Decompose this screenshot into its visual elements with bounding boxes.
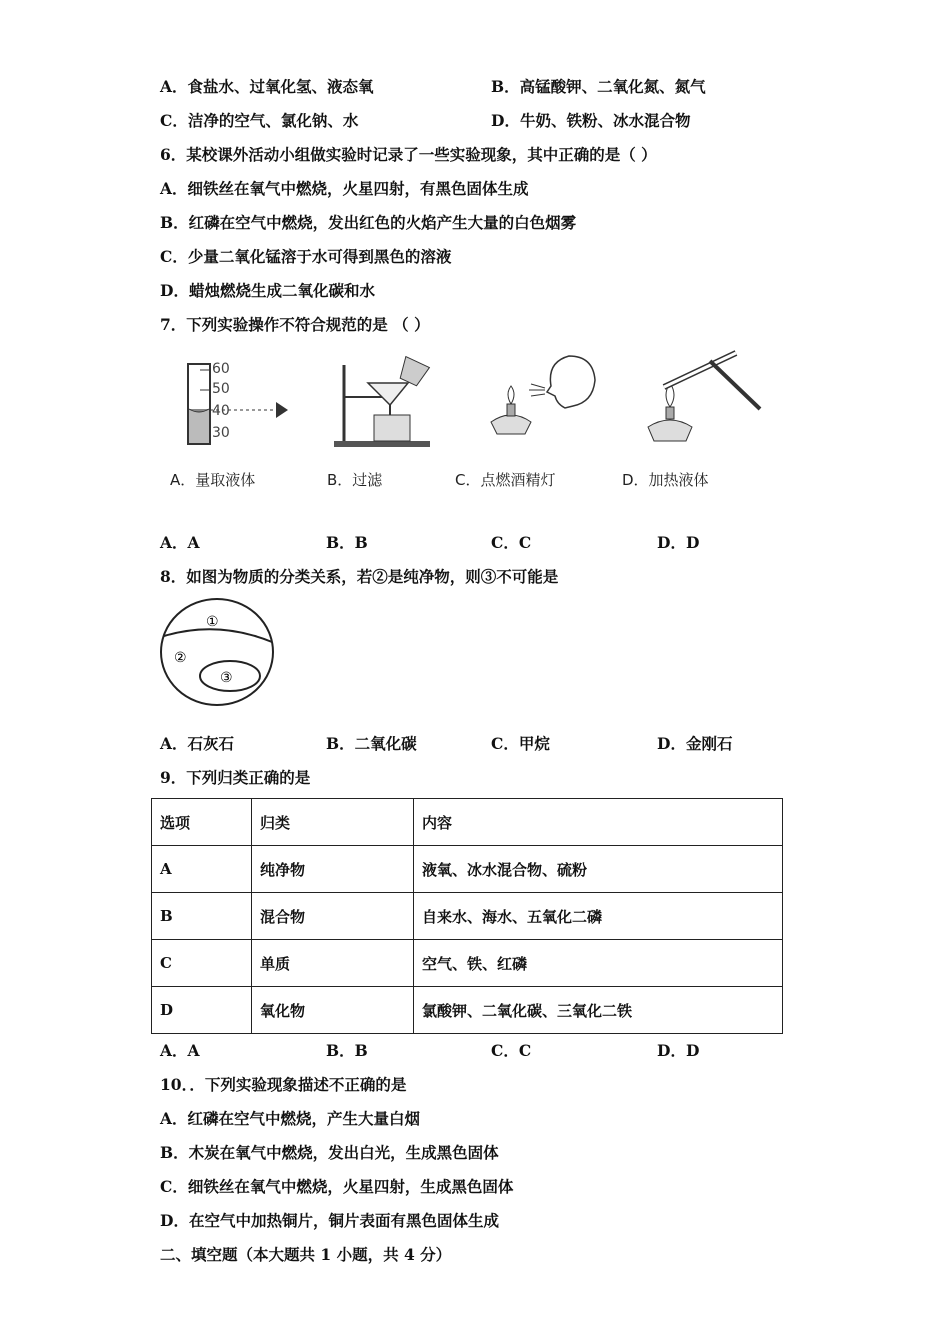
- alcohol-lamp-face-figure: [485, 350, 600, 445]
- tick-label: 50: [212, 381, 230, 397]
- table-cell: 纯净物: [252, 846, 414, 893]
- table-header-row: [152, 799, 783, 846]
- q10-stem: 10．．下列实验现象描述不正确的是: [160, 1075, 407, 1094]
- q8-option-a: A．石灰石: [160, 734, 235, 753]
- q7-option-b: B．B: [326, 533, 368, 552]
- table-row: [152, 893, 783, 940]
- tick-label: 60: [212, 361, 230, 377]
- q9-stem: 9．下列归类正确的是: [160, 768, 311, 787]
- table-header-cell: 内容: [414, 799, 783, 846]
- circle-label-3: ③: [220, 670, 233, 686]
- q10-option-d: D．在空气中加热铜片，铜片表面有黑色固体生成: [160, 1211, 499, 1230]
- q8-option-b: B．二氧化碳: [326, 734, 417, 753]
- circle-label-1: ①: [206, 614, 219, 630]
- table-cell: C: [152, 940, 252, 987]
- q9-option-a: A．A: [160, 1041, 200, 1060]
- table-cell: 混合物: [252, 893, 414, 940]
- q10-option-c: C．细铁丝在氧气中燃烧，火星四射，生成黑色固体: [160, 1177, 514, 1196]
- q7-stem: 7．下列实验操作不符合规范的是 （ ）: [160, 315, 430, 334]
- table-header-cell: 归类: [252, 799, 414, 846]
- table-cell: 氯酸钾、二氧化碳、三氧化二铁: [414, 987, 783, 1034]
- table-cell: 自来水、海水、五氧化二磷: [414, 893, 783, 940]
- figure-caption-d: D．加热液体: [622, 471, 709, 489]
- figure-caption-c: C．点燃酒精灯: [455, 471, 556, 489]
- q7-option-a: A．A: [160, 533, 200, 552]
- q10-option-a: A．红磷在空气中燃烧，产生大量白烟: [160, 1109, 421, 1128]
- table-row: [152, 846, 783, 893]
- heating-liquid-figure: [640, 345, 765, 445]
- table-cell: 氧化物: [252, 987, 414, 1034]
- q8-stem: 8．如图为物质的分类关系，若②是纯净物，则③不可能是: [160, 567, 559, 586]
- q7-option-d: D．D: [657, 533, 700, 552]
- table-cell: B: [152, 893, 252, 940]
- figure-caption-b: B．过滤: [327, 471, 383, 489]
- q6-option-d: D．蜡烛燃烧生成二氧化碳和水: [160, 281, 375, 300]
- cylinder-tick-labels: [180, 360, 300, 450]
- q6-stem: 6．某校课外活动小组做实验时记录了一些实验现象，其中正确的是（ ）: [160, 145, 657, 164]
- table-cell: D: [152, 987, 252, 1034]
- q7-option-c: C．C: [491, 533, 532, 552]
- table-cell: A: [152, 846, 252, 893]
- table-cell: 液氧、冰水混合物、硫粉: [414, 846, 783, 893]
- circle-label-2: ②: [174, 650, 187, 666]
- table-row: [152, 987, 783, 1034]
- q5-option-b: B．高锰酸钾、二氧化氮、氮气: [491, 77, 706, 96]
- q6-option-a: A．细铁丝在氧气中燃烧，火星四射，有黑色固体生成: [160, 179, 529, 198]
- tick-label: 30: [212, 425, 230, 441]
- q5-option-d: D．牛奶、铁粉、冰水混合物: [491, 111, 691, 130]
- q9-option-b: B．B: [326, 1041, 368, 1060]
- filtration-figure: [330, 355, 440, 455]
- q8-option-c: C．甲烷: [491, 734, 550, 753]
- table-header-cell: 选项: [152, 799, 252, 846]
- tick-label: 40: [212, 403, 230, 419]
- q5-option-c: C．洁净的空气、氯化钠、水: [160, 111, 359, 130]
- q9-option-d: D．D: [657, 1041, 700, 1060]
- q6-option-c: C．少量二氧化锰溶于水可得到黑色的溶液: [160, 247, 452, 266]
- classification-diagram: [158, 596, 278, 710]
- table-cell: 单质: [252, 940, 414, 987]
- q6-option-b: B．红磷在空气中燃烧，发出红色的火焰产生大量的白色烟雾: [160, 213, 577, 232]
- q8-option-d: D．金刚石: [657, 734, 733, 753]
- table-cell: 空气、铁、红磷: [414, 940, 783, 987]
- section-heading: 二、填空题（本大题共 1 小题，共 4 分）: [160, 1245, 452, 1264]
- q9-option-c: C．C: [491, 1041, 532, 1060]
- q5-option-a: A．食盐水、过氧化氢、液态氧: [160, 77, 374, 96]
- classification-table: [151, 798, 783, 1034]
- table-row: [152, 940, 783, 987]
- figure-caption-a: A．量取液体: [170, 471, 256, 489]
- q10-option-b: B．木炭在氧气中燃烧，发出白光，生成黑色固体: [160, 1143, 499, 1162]
